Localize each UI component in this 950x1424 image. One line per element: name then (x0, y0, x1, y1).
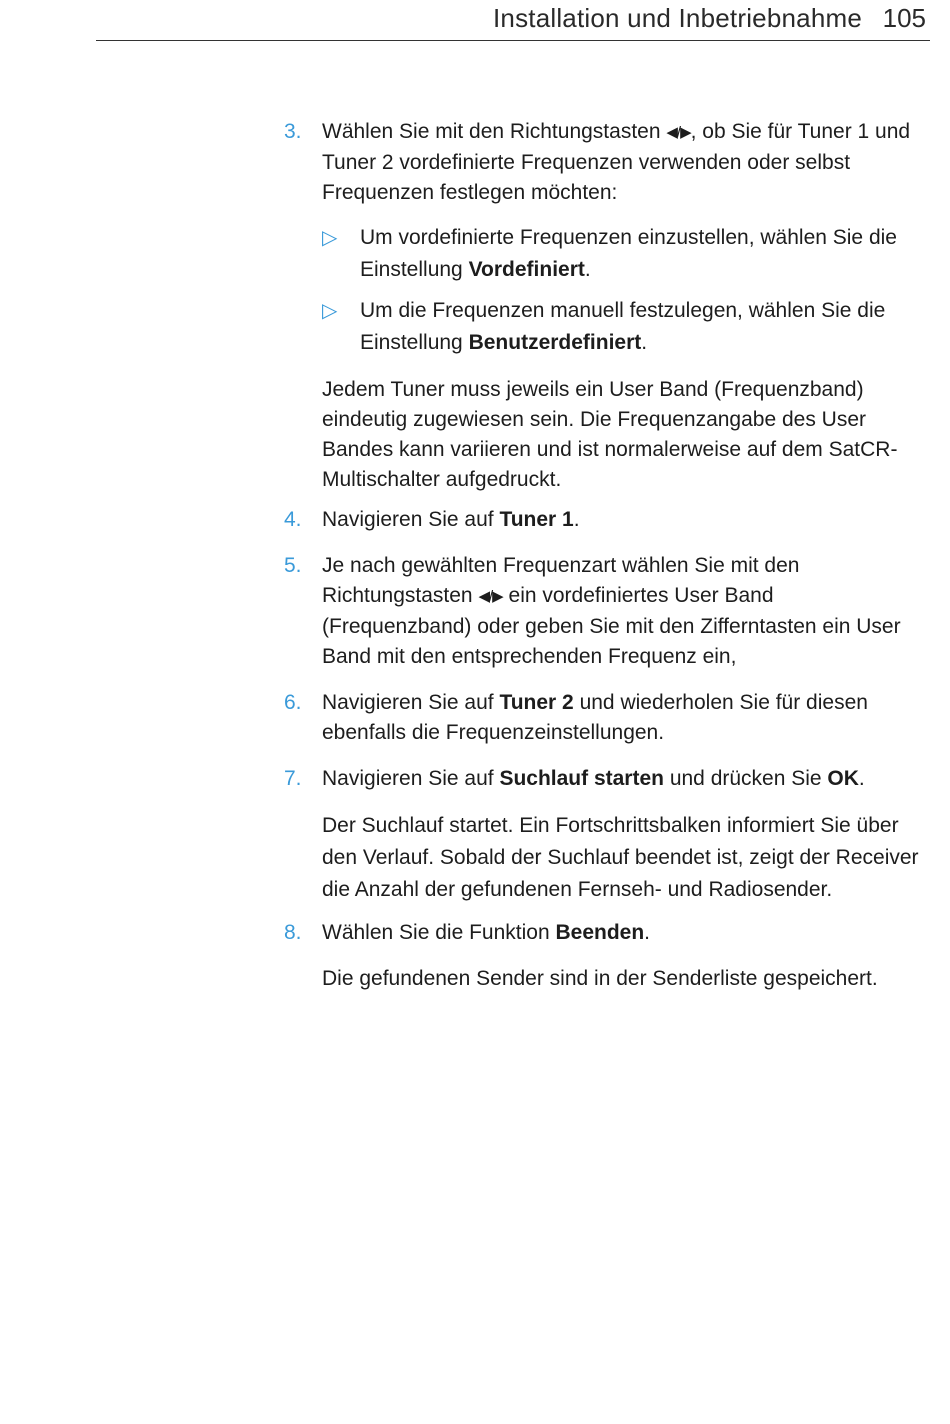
step-text-part: Navigieren Sie auf (322, 691, 500, 714)
step-text-part: Navigieren Sie auf (322, 508, 500, 531)
step-6 (284, 688, 928, 748)
step-number: 5. (284, 554, 302, 577)
step-text-part: . (858, 767, 865, 790)
triangle-right-icon: ▷ (322, 227, 338, 249)
step-7 (284, 764, 928, 906)
step-text (322, 688, 928, 748)
option-text-end: . (641, 331, 648, 354)
option-setting-name: Vordefiniert (468, 258, 585, 281)
step-number: 7. (284, 767, 302, 790)
step-text-part: Wählen Sie mit den Richtungstasten (322, 120, 667, 143)
option-list (322, 222, 928, 359)
step-text-part: Wählen Sie die Funktion (322, 921, 556, 944)
step-4 (284, 505, 928, 535)
option-text: Um vordefinierte Frequenzen einzustellen, wählen Sie die Einstellung (360, 226, 897, 281)
step-number: 6. (284, 691, 302, 714)
step-number: 4. (284, 508, 302, 531)
option-text: Um die Frequenzen manuell festzulegen, wählen Sie die Einstellung (360, 299, 886, 354)
step-number: 3. (284, 120, 302, 143)
step-text-part: und drücken Sie (663, 767, 828, 790)
step-3 (284, 117, 928, 495)
key-name: OK (827, 767, 859, 790)
menu-item-name: Tuner 2 (499, 691, 574, 714)
page-header (96, 0, 930, 41)
step-text-part: und wiederholen Sie für diesen ebenfalls die Frequenzeinstellungen. (322, 691, 868, 744)
step-8 (284, 918, 928, 994)
step-text-part: ein vordefiniertes User Band (Frequenzband) oder geben Sie mit den Zifferntasten ein User Band mit den entsprechenden Frequenz ein, (322, 584, 901, 668)
step-text (322, 551, 928, 672)
page-number: 105 (882, 3, 926, 33)
menu-item-name: Tuner 1 (499, 508, 574, 531)
direction-keys-icon: ◀/▶ (478, 588, 503, 605)
step-note: Jedem Tuner muss jeweils ein User Band (Frequenzband) eindeutig zugewiesen sein. Die Frequenzangabe des User Bandes kann variieren und ist normalerweise auf dem SatCR-Multischalter aufgedruckt. (322, 378, 898, 491)
step-text (322, 918, 928, 948)
instructions (284, 117, 928, 994)
step-text-part: Je nach gewählten Frequenzart wählen Sie mit den Richtungstasten (322, 554, 800, 607)
option-item (322, 222, 928, 286)
step-text-part: Navigieren Sie auf (322, 767, 500, 790)
step-text-part: . (644, 921, 650, 944)
step-text-part: . (573, 508, 580, 531)
option-item (322, 295, 928, 359)
step-note: Die gefundenen Sender sind in der Senderliste gespeichert. (322, 967, 878, 990)
step-5 (284, 551, 928, 672)
function-name: Beenden (555, 921, 645, 944)
option-text-end: . (584, 258, 591, 281)
option-setting-name: Benutzerdefiniert (468, 331, 642, 354)
header-title: Installation und Inbetriebnahme (492, 3, 862, 33)
step-note: Der Suchlauf startet. Ein Fortschrittsbalken informiert Sie über den Verlauf. Sobald der Suchlauf beendet ist, zeigt der Receiver die Anzahl der gefundenen Fernseh- und Radiosender. (322, 814, 919, 901)
direction-keys-icon: ◀/▶ (666, 124, 691, 141)
step-text (322, 117, 928, 208)
menu-item-name: Suchlauf starten (499, 767, 664, 790)
step-text-part: , ob Sie für Tuner 1 und Tuner 2 vordefinierte Frequenzen verwenden oder selbst Frequenzen festlegen möchten: (322, 120, 911, 204)
step-text (322, 505, 928, 535)
step-text (322, 764, 928, 794)
triangle-right-icon: ▷ (322, 300, 338, 322)
step-number: 8. (284, 921, 302, 944)
